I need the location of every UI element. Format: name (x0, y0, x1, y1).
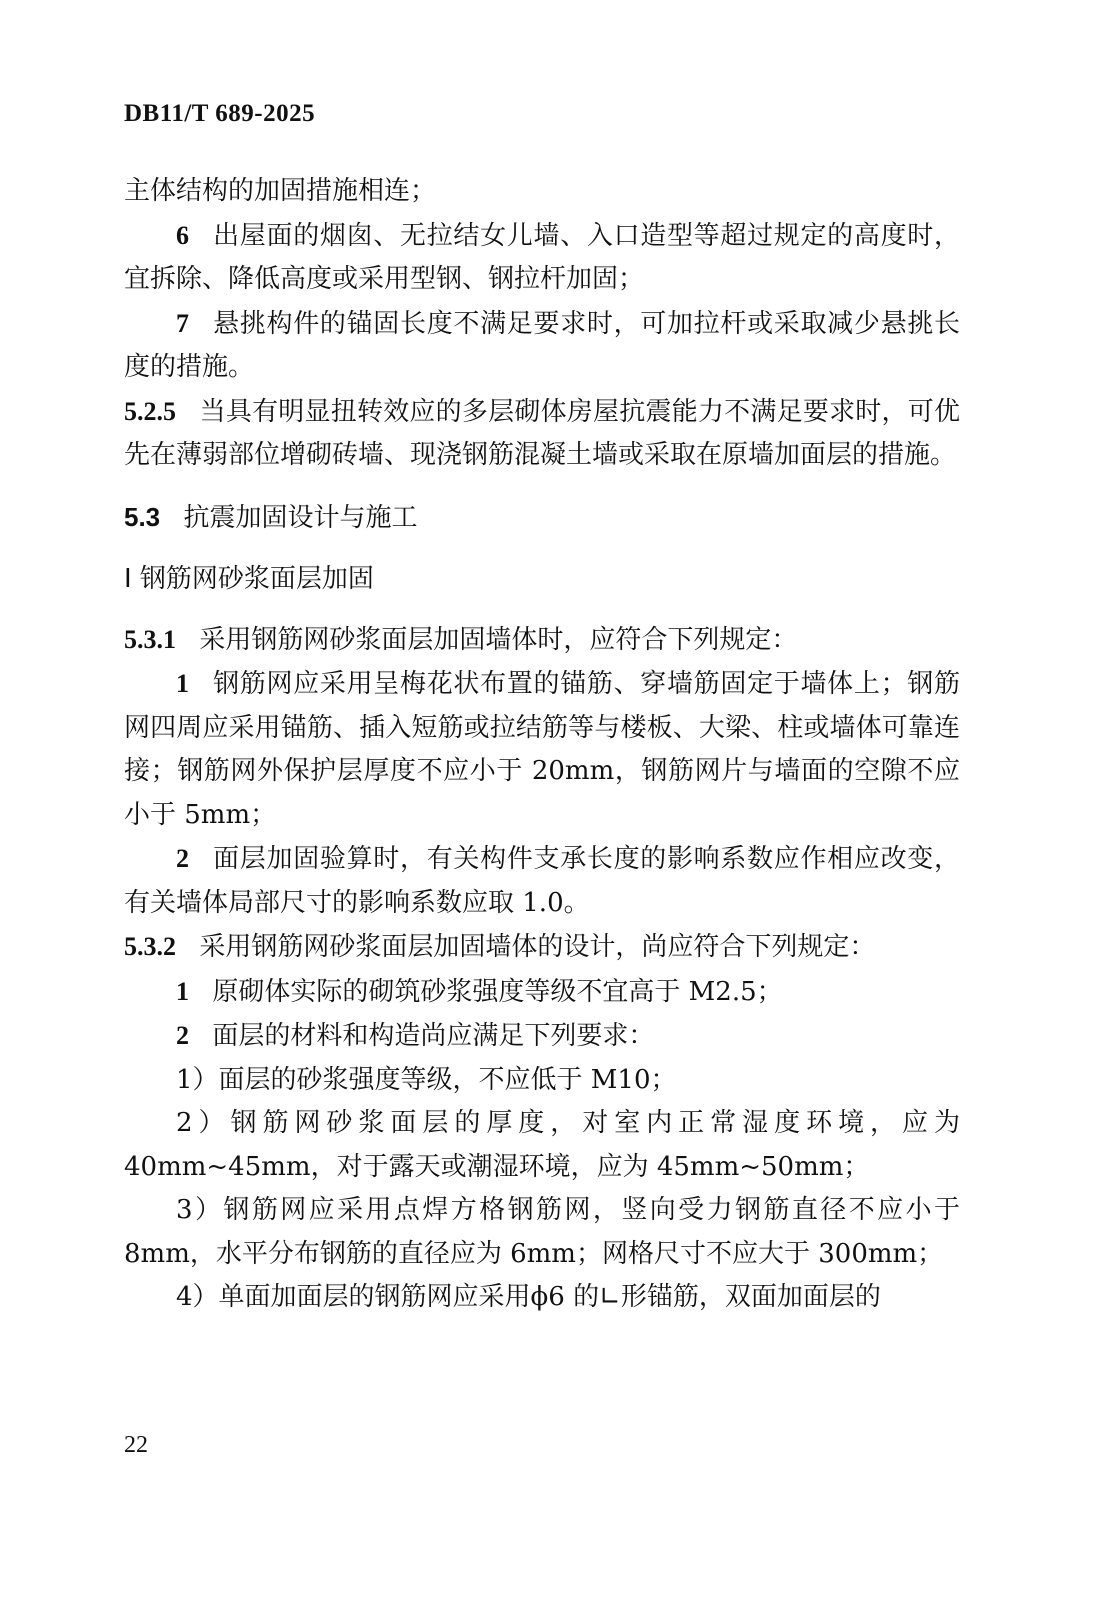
item-text: 悬挑构件的锚固长度不满足要求时，可加拉杆或采取减少悬挑长度的措施。 (124, 308, 960, 382)
document-code-header: DB11/T 689-2025 (124, 100, 316, 127)
section-heading (124, 496, 960, 541)
clause-5-2-5 (124, 390, 960, 478)
sub-item-1: 1）面层的砂浆强度等级，不应低于 M10； (176, 1064, 677, 1095)
clause-5-3-2 (124, 925, 960, 970)
list-item-1 (124, 970, 960, 1015)
list-item-2 (124, 1014, 960, 1059)
item-text: 出屋面的烟囱、无拉结女儿墙、入口造型等超过规定的高度时，宜拆除、降低高度或采用型钢、钢拉杆加固； (124, 220, 960, 294)
section-title: 抗震加固设计与施工 (183, 502, 418, 533)
clause-text: 当具有明显扭转效应的多层砌体房屋抗震能力不满足要求时，可优先在薄弱部位增砌砖墙、现浇钢筋混凝土墙或采取在原墙加面层的措施。 (124, 396, 960, 470)
list-item-1 (124, 662, 960, 837)
clause-text: 采用钢筋网砂浆面层加固墙体时，应符合下列规定： (199, 624, 798, 655)
item-number: 6 (176, 220, 189, 250)
list-item-6 (124, 214, 960, 302)
clause-text: 采用钢筋网砂浆面层加固墙体的设计，尚应符合下列规定： (199, 932, 876, 962)
item-text: 面层的材料和构造尚应满足下列要求： (212, 1021, 655, 1051)
body-text (124, 170, 960, 1320)
item-number: 1 (176, 669, 189, 698)
item-number: 7 (176, 308, 189, 338)
sub-item-2: 2）钢筋网砂浆面层的厚度，对室内正常湿度环境，应为 40mm~45mm，对于露天或潮湿环境，应为 45mm~50mm； (124, 1108, 960, 1182)
item-number: 2 (176, 844, 189, 873)
subsection-heading: Ⅰ 钢筋网砂浆面层加固 (124, 564, 374, 594)
page-number: 22 (124, 1432, 148, 1458)
sub-item-4: 4）单面加面层的钢筋网应采用ϕ6 的∟形锚筋，双面加面层的 (176, 1282, 881, 1312)
sub-item-3: 3）钢筋网应采用点焊方格钢筋网，竖向受力钢筋直径不应小于 8mm，水平分布钢筋的直径应为 6mm；网格尺寸不应大于 300mm； (124, 1195, 960, 1269)
list-item-2 (124, 837, 960, 925)
item-text: 钢筋网应采用呈梅花状布置的锚筋、穿墙筋固定于墙体上；钢筋网四周应采用锚筋、插入短筋或拉结筋等与楼板、大梁、柱或墙体可靠连接；钢筋网外保护层厚度不应小于 20mm，钢筋网片与墙面的空隙不应小于 5mm； (124, 669, 960, 830)
paragraph-continuation: 主体结构的加固措施相连； (124, 176, 437, 206)
section-number: 5.3 (124, 501, 161, 532)
item-text: 面层加固验算时，有关构件支承长度的影响系数应作相应改变，有关墙体局部尺寸的影响系数应取 1.0。 (124, 844, 960, 918)
item-number: 1 (176, 976, 189, 1006)
clause-number: 5.2.5 (124, 396, 176, 426)
clause-5-3-1 (124, 618, 960, 663)
clause-number: 5.3.2 (124, 932, 176, 961)
item-number: 2 (176, 1021, 189, 1050)
clause-number: 5.3.1 (124, 624, 176, 654)
list-item-7 (124, 302, 960, 390)
item-text: 原砌体实际的砌筑砂浆强度等级不宜高于 M2.5； (212, 976, 783, 1007)
